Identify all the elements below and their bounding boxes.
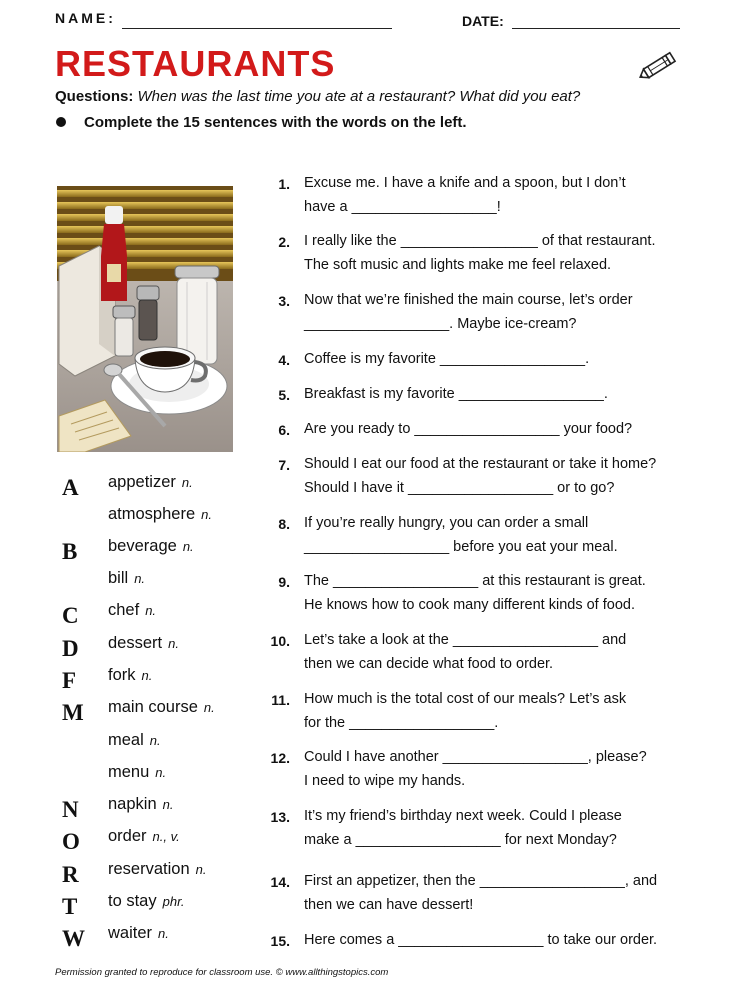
question-number: 9. [278,574,290,590]
question-text[interactable]: Now that we’re finished the main course, let’s order __________________. Maybe ice-cream? [304,292,633,332]
question-text[interactable]: Are you ready to __________________ your food? [304,421,633,437]
page-title: RESTAURANTS [55,43,336,84]
word-bank-item [108,537,194,556]
question-number: 10. [270,633,290,649]
word-bank-item [108,924,169,943]
question-number: 12. [270,750,290,766]
letter-marker: A [62,475,79,500]
word-bank-item [108,473,193,492]
question-text[interactable]: Let’s take a look at the __________________ and then we can decide what food to order. [304,632,627,672]
letter-marker: D [62,636,79,661]
word-bank-item [108,634,179,653]
bullet-icon [56,117,66,127]
part-of-speech: n. [145,603,157,618]
part-of-speech: n. [201,507,212,522]
word-bank-item [108,763,166,782]
letter-marker: R [62,862,79,887]
letter-marker: N [62,797,79,822]
date-input-line[interactable] [512,28,680,29]
question-text[interactable]: Could I have another __________________, please? I need to wipe my hands. [304,749,647,789]
question-number: 11. [271,692,290,708]
word: atmosphere [108,505,196,523]
letter-marker: T [62,894,78,919]
part-of-speech: n. [182,539,194,554]
word-bank-item [108,569,145,588]
word: waiter [108,924,153,942]
word: appetizer [108,473,176,491]
letter-marker: B [62,539,78,564]
question-number: 7. [278,457,290,473]
part-of-speech: phr. [162,894,185,909]
question-text[interactable]: Excuse me. I have a knife and a spoon, but I don’t have a __________________! [304,175,626,215]
letter-marker: W [62,926,85,951]
name-input-line[interactable] [122,28,392,29]
part-of-speech: n. [203,700,215,715]
question-text[interactable]: It’s my friend’s birthday next week. Could I please make a __________________ for next Monday? [304,808,622,848]
word-bank-item [108,892,185,911]
copyright-footer: Permission granted to reproduce for classroom use. © www.allthingstopics.com [55,967,389,978]
part-of-speech: n. [162,797,174,812]
letter-marker: F [62,668,77,693]
date-label: DATE: [462,13,504,29]
question-number: 4. [278,352,290,368]
word-bank-item [108,698,215,717]
part-of-speech: n. [155,765,167,780]
restaurant-table-photo [57,186,233,452]
part-of-speech: n. [158,926,169,941]
word: dessert [108,634,163,652]
instruction-text: Complete the 15 sentences with the words on the left. [84,114,467,131]
part-of-speech: n. [134,571,146,586]
word-bank-item [108,731,161,750]
word-bank-item [108,860,206,879]
word-bank-item [108,666,152,685]
question-number: 15. [270,933,290,949]
part-of-speech: n. [195,862,207,877]
question-number: 13. [270,809,290,825]
question-text[interactable]: Should I eat our food at the restaurant or take it home? Should I have it __________________ or to go? [304,456,657,496]
question-number: 1. [278,176,290,192]
word: order [108,827,147,845]
questions-label: Questions: [55,88,134,105]
word: bill [108,569,129,587]
question-text[interactable]: The __________________ at this restaurant is great. He knows how to cook many different kinds of food. [304,573,646,613]
word: main course [108,698,198,716]
question-text[interactable]: Coffee is my favorite __________________. [304,351,590,367]
word: fork [108,666,136,684]
word: napkin [108,795,157,813]
word: to stay [108,892,157,910]
word-bank-item [108,601,156,620]
word: menu [108,763,150,781]
part-of-speech: n., v. [152,829,180,844]
question-text[interactable]: Breakfast is my favorite __________________. [304,386,608,402]
part-of-speech: n. [149,733,161,748]
part-of-speech: n. [141,668,153,683]
word-bank-item [108,827,180,846]
question-number: 2. [278,234,290,250]
question-text[interactable]: How much is the total cost of our meals? Let’s ask for the __________________. [304,691,627,731]
question-text[interactable]: If you’re really hungry, you can order a small __________________ before you eat your meal. [304,515,618,555]
name-label: NAME: [55,10,116,26]
word: chef [108,601,140,619]
word: reservation [108,860,190,878]
letter-marker: O [62,829,80,854]
question-number: 8. [278,516,290,532]
questions-text: When was the last time you ate at a restaurant? What did you eat? [137,88,581,105]
letter-marker: M [62,700,84,725]
pencil-icon [636,48,680,84]
question-number: 5. [278,387,290,403]
word: meal [108,731,144,749]
letter-marker: C [62,603,79,628]
word-bank-item [108,795,173,814]
part-of-speech: n. [181,475,193,490]
question-text[interactable]: First an appetizer, then the __________________, and then we can have dessert! [304,873,658,913]
word: beverage [108,537,177,555]
question-number: 3. [278,293,290,309]
question-number: 6. [278,422,290,438]
word-bank-item [108,505,212,524]
part-of-speech: n. [168,636,179,651]
question-text[interactable]: I really like the _________________ of that restaurant. The soft music and lights make me feel relaxed. [304,233,656,273]
discussion-questions [55,88,580,105]
question-text[interactable]: Here comes a __________________ to take our order. [304,932,658,948]
question-number: 14. [270,874,290,890]
